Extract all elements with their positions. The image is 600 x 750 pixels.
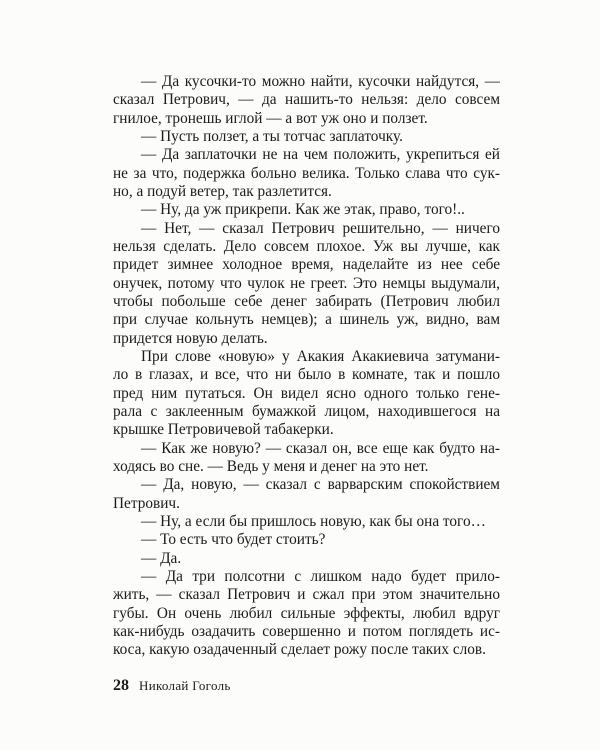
text-line: рала с заклеенным бумажкой лицом, находившегося на <box>113 402 500 420</box>
text-line: ходясь во сне. — Ведь у меня и денег на это нет. <box>113 457 429 475</box>
text-line: ло в глазах, и все, что ни было в комнате, так и пошло <box>113 366 500 384</box>
page-footer <box>113 677 231 695</box>
text-line: не за что, подержка больно велика. Только слава что сук- <box>113 164 500 182</box>
text-line: — Ну, да уж прикрепи. Как же этак, право, того!.. <box>141 201 465 219</box>
text-line: Петрович. <box>113 494 180 512</box>
text-line: — Ну, а если бы пришлось новую, как бы она того… <box>141 512 486 530</box>
text-line: — Как же новую? — сказал он, все еще как будто на- <box>141 439 500 457</box>
text-line: онучек, потому что чулок не греет. Это немцы выдумали, <box>113 274 500 292</box>
text-line: коса, какую озадаченный сделает рожу после таких слов. <box>113 641 486 659</box>
text-line: но, а подуй ветер, так разлетится. <box>113 182 332 200</box>
text-line: придется новую делать. <box>113 329 268 347</box>
text-line: — Да кусочки-то можно найти, кусочки найдутся, — <box>141 73 500 90</box>
text-line: при случае кольнуть немцев); а шинель уж, видно, вам <box>113 311 500 329</box>
text-line: — Да, новую, — сказал с варварским спокойствием <box>141 476 500 494</box>
text-line: — Да. <box>141 549 182 567</box>
text-line: гнилое, тронешь иглой — а вот уж оно и ползет. <box>113 109 428 127</box>
text-line: жить, — сказал Петрович и сжал при этом значительно <box>113 586 500 604</box>
text-line: — То есть что будет стоить? <box>141 531 326 549</box>
text-line: чтобы побольше себе денег забирать (Петрович любил <box>113 292 500 310</box>
text-line: крышке Петровичевой табакерки. <box>113 421 334 439</box>
text-line: губы. Он очень любил сильные эффекты, любил вдруг <box>113 604 500 622</box>
text-line: нельзя сделать. Дело совсем плохое. Уж вы лучше, как <box>113 237 500 255</box>
text-line: сказал Петрович, — да нашить-то нельзя: дело совсем <box>113 91 500 109</box>
text-line: При слове «новую» у Акакия Акакиевича затумани- <box>141 347 500 365</box>
text-line: — Нет, — сказал Петрович решительно, — ничего <box>141 219 500 237</box>
text-line: — Пусть ползет, а ты тотчас заплаточку. <box>141 127 403 145</box>
text-line: придет зимнее холодное время, наделайте из нее себе <box>113 256 500 274</box>
text-line: пред ним путаться. Он видел ясно одного только гене- <box>113 384 500 402</box>
running-author: Николай Гоголь <box>139 678 231 693</box>
text-line: — Да три полсотни с лишком надо будет прило- <box>141 567 500 585</box>
page-number: 28 <box>113 677 129 694</box>
text-line: — Да заплаточки не на чем положить, укрепиться ей <box>141 146 500 164</box>
body-text <box>113 73 500 660</box>
text-line: как-нибудь озадачить совершенно и потом поглядеть ис- <box>113 622 500 640</box>
